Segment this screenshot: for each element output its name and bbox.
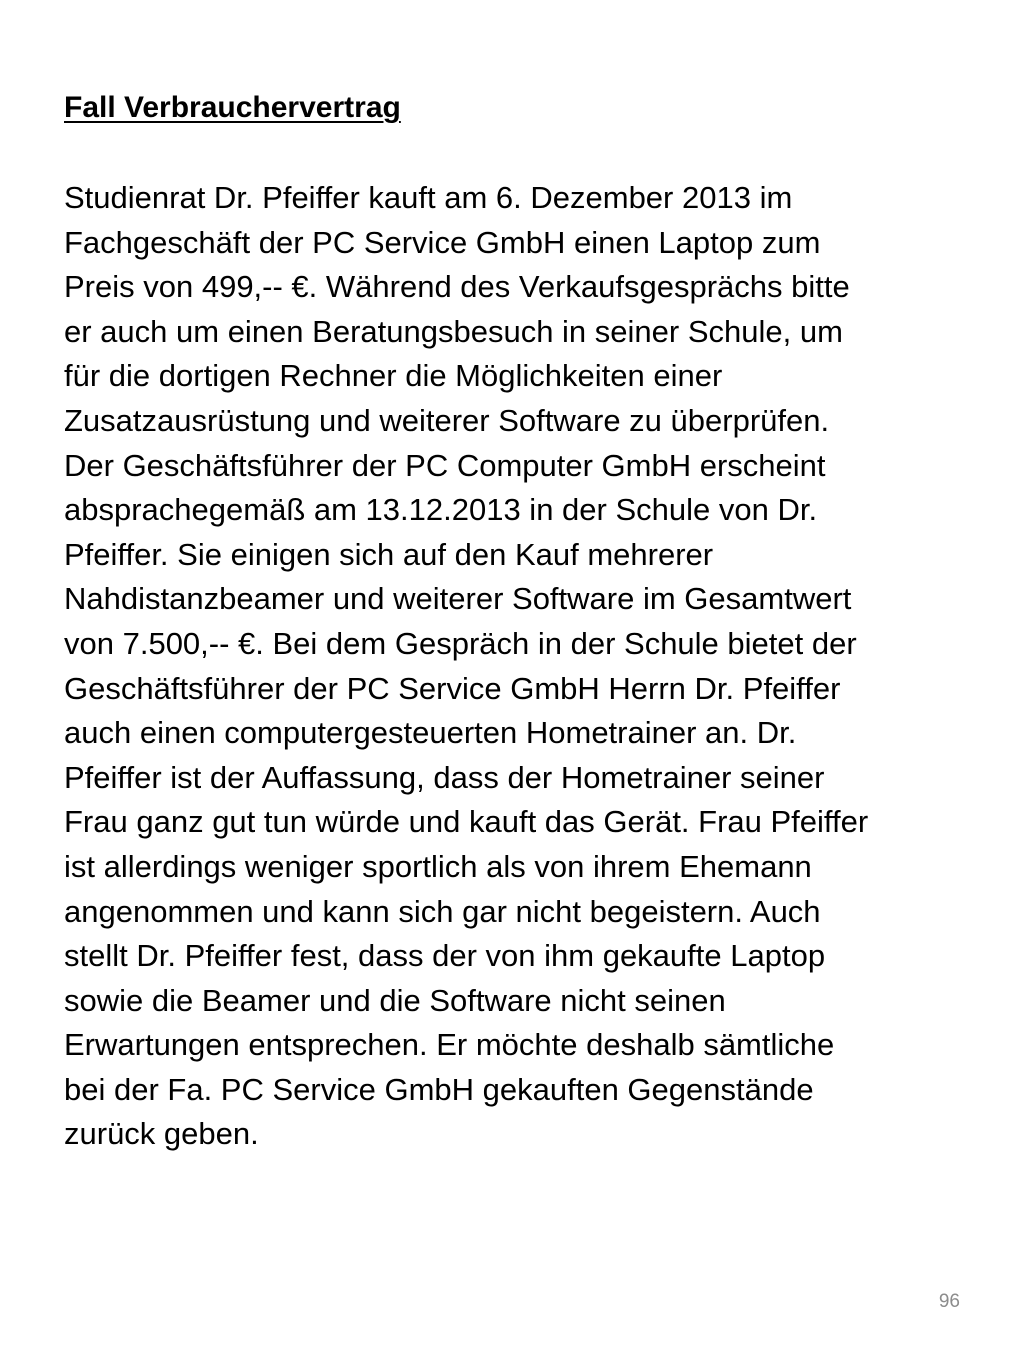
- text-line: für die dortigen Rechner die Möglichkeiten einer: [64, 358, 723, 394]
- text-line: angenommen und kann sich gar nicht begeistern. Auch: [64, 893, 821, 929]
- text-line: Der Geschäftsführer der PC Computer GmbH erscheint: [64, 447, 826, 483]
- text-line: Zusatzausrüstung und weiterer Software zu überprüfen.: [64, 402, 830, 438]
- text-line: er auch um einen Beratungsbesuch in seiner Schule, um: [64, 313, 843, 349]
- text-line: sowie die Beamer und die Software nicht seinen: [64, 982, 726, 1018]
- text-line: absprachegemäß am 13.12.2013 in der Schule von Dr.: [64, 492, 818, 528]
- text-line: Geschäftsführer der PC Service GmbH Herrn Dr. Pfeiffer: [64, 670, 841, 706]
- page-number: 96: [938, 1291, 960, 1312]
- text-line: Pfeiffer ist der Auffassung, dass der Hometrainer seiner: [64, 759, 825, 795]
- text-line: ist allerdings weniger sportlich als von ihrem Ehemann: [64, 848, 812, 884]
- text-line: Fachgeschäft der PC Service GmbH einen Laptop zum: [64, 224, 821, 260]
- text-line: Erwartungen entsprechen. Er möchte deshalb sämtliche: [64, 1027, 835, 1063]
- text-line: Nahdistanzbeamer und weiterer Software im Gesamtwert: [64, 581, 852, 617]
- text-line: stellt Dr. Pfeiffer fest, dass der von ihm gekaufte Laptop: [64, 938, 826, 974]
- text-line: Preis von 499,-- €. Während des Verkaufsgesprächs bitte: [64, 269, 850, 305]
- text-line: Studienrat Dr. Pfeiffer kauft am 6. Dezember 2013 im: [64, 180, 793, 215]
- case-title: Fall Verbrauchervertrag: [64, 91, 401, 124]
- text-line: Pfeiffer. Sie einigen sich auf den Kauf mehrerer: [64, 536, 714, 572]
- text-line: bei der Fa. PC Service GmbH gekauften Gegenstände: [64, 1071, 814, 1107]
- text-line: zurück geben.: [64, 1116, 259, 1152]
- text-line: Frau ganz gut tun würde und kauft das Gerät. Frau Pfeiffer: [64, 804, 869, 840]
- case-text: [64, 176, 984, 1157]
- text-line: auch einen computergesteuerten Hometrainer an. Dr.: [64, 715, 797, 751]
- text-line: von 7.500,-- €. Bei dem Gespräch in der Schule bietet der: [64, 625, 857, 661]
